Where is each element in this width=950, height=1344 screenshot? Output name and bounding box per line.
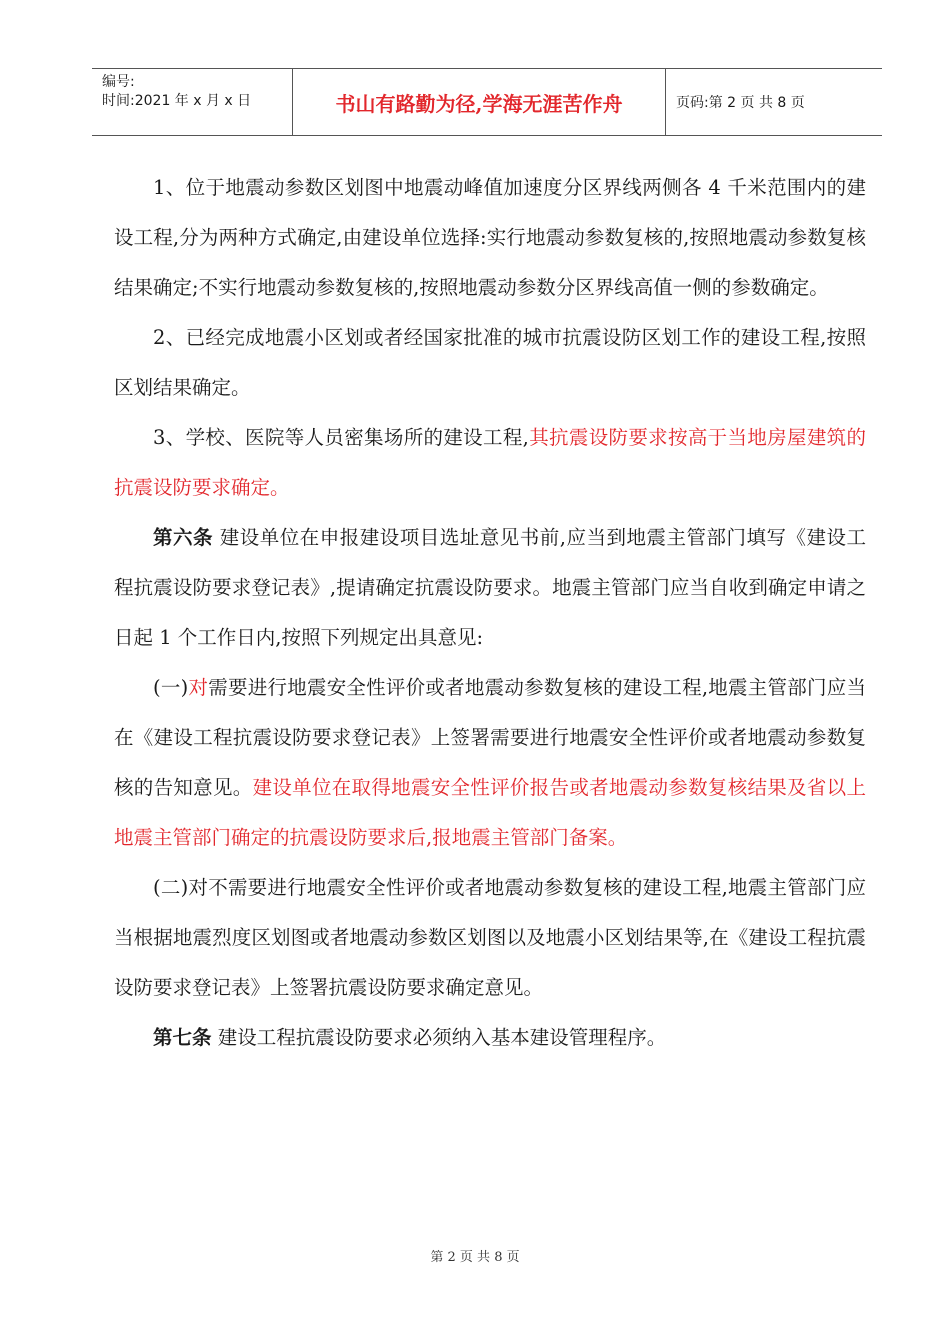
- item-1-highlight-word: 对: [188, 676, 209, 699]
- item-1-highlight: 建设单位在取得地震安全性评价报告或者地震动参数复核结果及省以上地震主管部门确定的抗震设防要求后,报地震主管部门备案。: [114, 776, 866, 849]
- paragraph-3-text: 3、学校、医院等人员密集场所的建设工程,: [153, 426, 529, 449]
- document-time: 时间:2021 年 x 月 x 日: [102, 93, 252, 109]
- document-number: 编号:: [102, 74, 135, 90]
- article-7-title: 第七条: [153, 1026, 212, 1049]
- article-6-text: 建设单位在申报建设项目选址意见书前,应当到地震主管部门填写《建设工程抗震设防要求登记表》,提请确定抗震设防要求。地震主管部门应当自收到确定申请之日起 1 个工作日内,按照下列规定出具意见:: [114, 526, 866, 649]
- page-header: [92, 68, 882, 136]
- article-7-text: 建设工程抗震设防要求必须纳入基本建设管理程序。: [211, 1026, 667, 1049]
- article-7: [114, 1013, 866, 1063]
- article-6-item-2: (二)对不需要进行地震安全性评价或者地震动参数复核的建设工程,地震主管部门应当根据地震烈度区划图或者地震动参数区划图以及地震小区划结果等,在《建设工程抗震设防要求登记表》上签署抗震设防要求确定意见。: [114, 876, 866, 999]
- page-footer: 第 2 页 共 8 页: [430, 1250, 520, 1265]
- paragraph-3-highlight: 其抗震设防要求按高于当地房屋建筑的抗震设防要求确定。: [114, 426, 866, 499]
- item-1-text: 需要进行地震安全性评价或者地震动参数复核的建设工程,地震主管部门应当在《建设工程抗震设防要求登记表》上签署需要进行地震安全性评价或者地震动参数复核的告知意见。: [114, 676, 867, 799]
- paragraph-3: [114, 413, 866, 513]
- item-1-marker: (一): [153, 676, 189, 699]
- header-meta: [92, 69, 293, 135]
- article-6-item-1: [114, 663, 866, 863]
- article-6: [114, 513, 866, 663]
- article-6-title: 第六条: [153, 526, 214, 549]
- document-body: [114, 163, 866, 1063]
- header-page-number: 页码:第 2 页 共 8 页: [676, 95, 805, 111]
- paragraph-2: 2、已经完成地震小区划或者经国家批准的城市抗震设防区划工作的建设工程,按照区划结果确定。: [114, 326, 866, 399]
- paragraph-1: 1、位于地震动参数区划图中地震动峰值加速度分区界线两侧各 4 千米范围内的建设工程,分为两种方式确定,由建设单位选择:实行地震动参数复核的,按照地震动参数复核结果确定;不实行地震动参数复核的,按照地震动参数分区界线高值一侧的参数确定。: [114, 176, 866, 299]
- header-motto: 书山有路勤为径,学海无涯苦作舟: [293, 69, 666, 135]
